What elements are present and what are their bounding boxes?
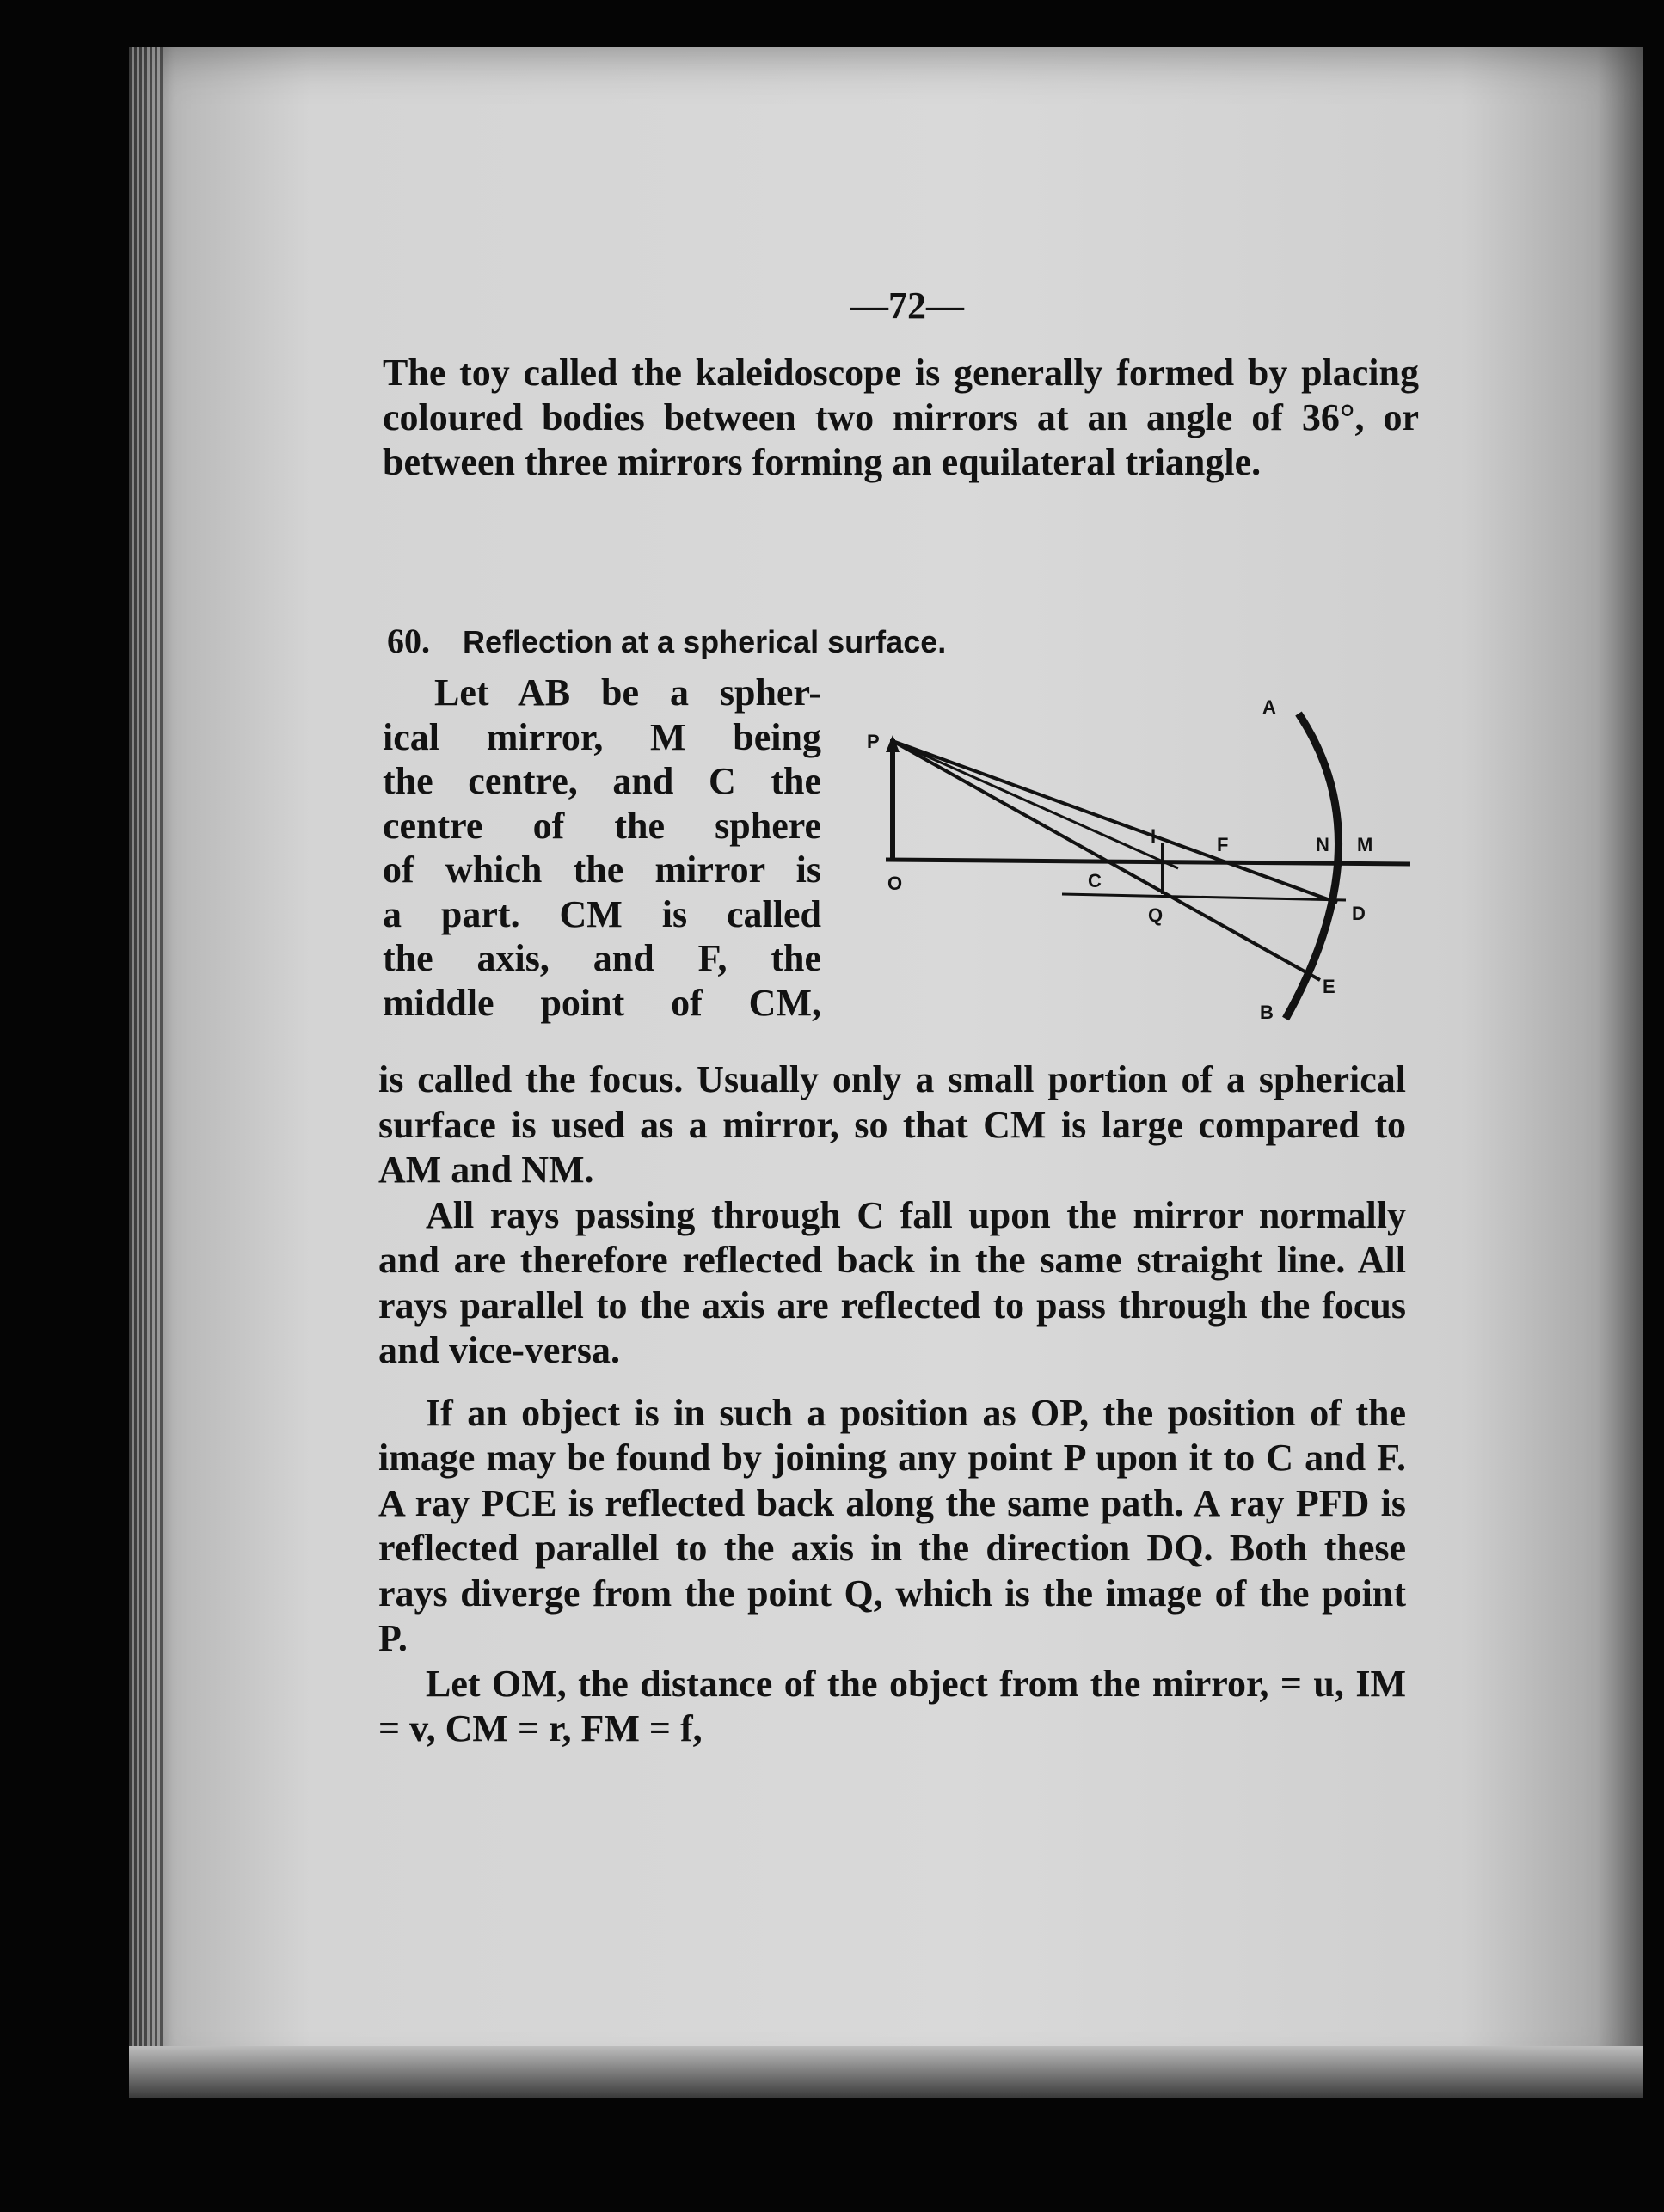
section-heading [387,621,946,661]
wrapped-line: centre of the sphere [383,804,821,847]
ray-pp [893,741,1178,868]
label-m: M [1357,834,1373,855]
label-d: D [1352,903,1366,924]
page-number: —72— [850,285,964,327]
wrapped-line: the centre, and C the [383,760,821,802]
page-stack-edge [129,47,163,2089]
wrapped-line: middle point of CM, [383,981,821,1024]
label-b: B [1260,1002,1274,1023]
label-f: F [1217,834,1229,855]
wrapped-line: Let AB be a spher- [434,671,821,714]
spherical-mirror-diagram [851,688,1419,1049]
paragraph-kaleidoscope: The toy called the kaleidoscope is generally formed by placing coloured bodies between two mirrors at an angle of 36°, or between three mirrors forming an equilateral triangle. [383,352,1419,483]
spacer [378,1374,1406,1391]
wrapped-line: a part. CM is called [383,892,821,935]
mirror-diagram-svg [851,688,1419,1049]
page-bottom-shadow [129,2046,1643,2098]
label-o: O [887,873,903,894]
wrapped-line: ical mirror, M being [383,715,821,758]
paragraph-notation: Let OM, the distance of the object from the mirror, = u, IM = v, CM = r, FM = f, [378,1662,1406,1749]
paragraph-image-construction: If an object is in such a position as OP, the position of the image may be found by joining any point P upon it to C and F. A ray PCE is reflected back along the same path. A ray PFD is reflected parallel to the axis in the direction DQ. Both these rays diverge from the point Q, which is the image of the point P. [378,1391,1406,1659]
label-c: C [1088,870,1102,892]
wrapped-line: of which the mirror is [383,849,821,891]
label-n: N [1316,834,1329,855]
paragraph-focus: is called the focus. Usually only a small portion of a spherical surface is used as a mirror, so that CM is large compared to AM and NM. [378,1058,1406,1191]
wrapped-line: the axis, and F, the [383,937,821,979]
ray-pfd [893,741,1337,903]
principal-axis [886,860,1410,864]
wrapped-text-block [383,671,821,1025]
label-q: Q [1148,904,1164,926]
text-after-figure [378,1057,1406,1752]
image-line [1062,894,1346,900]
section-title: Reflection at a spherical surface. [463,624,947,659]
mirror-arc [1286,714,1339,1019]
label-a: A [1262,696,1276,718]
paragraph-normal-rays: All rays passing through C fall upon the mirror normally and are therefore reflected back in the same straight line. All rays parallel to the axis are reflected to pass through the focus and vice-versa. [378,1193,1406,1371]
label-i: I [1151,825,1157,847]
section-number: 60. [387,622,430,660]
label-p: P [867,731,880,752]
label-e: E [1323,976,1335,997]
